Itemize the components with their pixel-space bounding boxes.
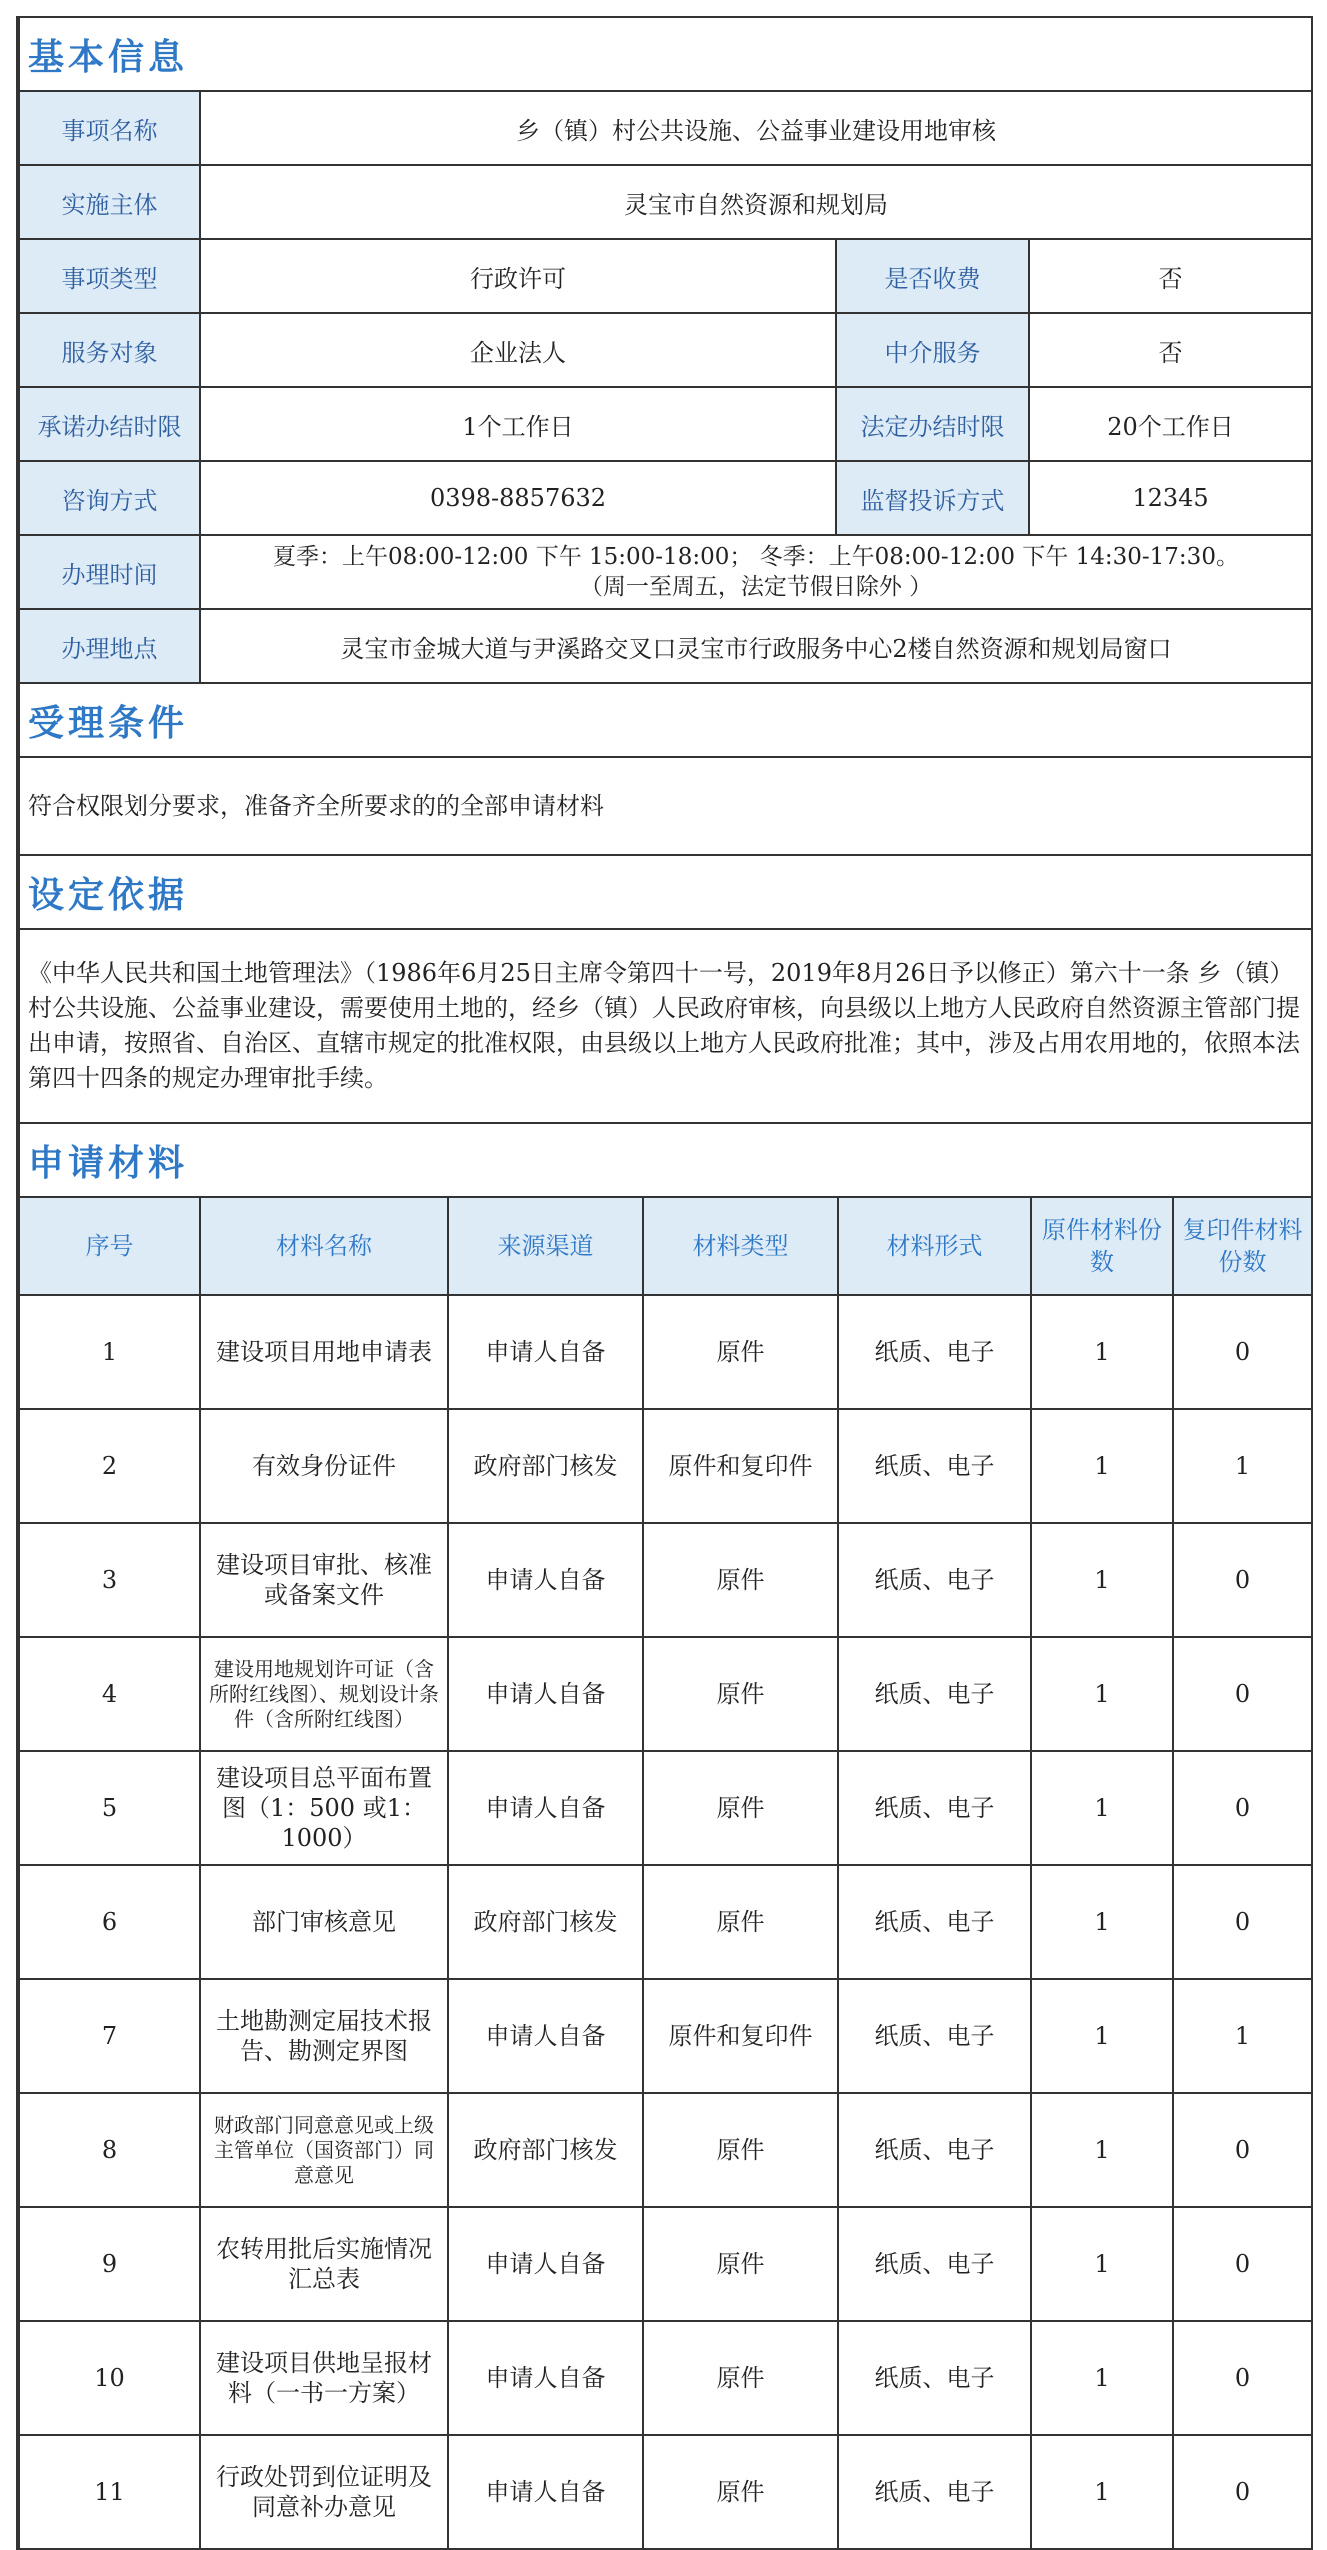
row-type: 原件和复印件 xyxy=(643,1409,838,1523)
header-name: 材料名称 xyxy=(200,1197,448,1295)
row-no: 3 xyxy=(19,1523,200,1637)
place-label: 办理地点 xyxy=(19,609,200,683)
row-form: 纸质、电子 xyxy=(838,1751,1031,1865)
section-title-materials: 申请材料 xyxy=(19,1123,1312,1197)
row-original-count: 1 xyxy=(1031,2321,1173,2435)
row-copy-count: 0 xyxy=(1173,2093,1312,2207)
row-no: 8 xyxy=(19,2093,200,2207)
row-source: 申请人自备 xyxy=(448,2321,643,2435)
row-source: 申请人自备 xyxy=(448,2207,643,2321)
row-no: 5 xyxy=(19,1751,200,1865)
row-no: 4 xyxy=(19,1637,200,1751)
legal-limit-label: 法定办结时限 xyxy=(836,387,1029,461)
row-name: 农转用批后实施情况汇总表 xyxy=(200,2207,448,2321)
conditions-text: 符合权限划分要求，准备齐全所要求的的全部申请材料 xyxy=(19,757,1312,855)
materials-table xyxy=(18,1196,1313,2550)
row-source: 申请人自备 xyxy=(448,1751,643,1865)
row-form: 纸质、电子 xyxy=(838,2093,1031,2207)
table-row xyxy=(19,1979,1312,2093)
row-copy-count: 0 xyxy=(1173,1751,1312,1865)
agency-value: 否 xyxy=(1029,313,1312,387)
target-value: 企业法人 xyxy=(200,313,836,387)
row-copy-count: 0 xyxy=(1173,2321,1312,2435)
row-name: 有效身份证件 xyxy=(200,1409,448,1523)
subject-value: 灵宝市自然资源和规划局 xyxy=(200,165,1312,239)
target-label: 服务对象 xyxy=(19,313,200,387)
row-name: 建设项目总平面布置图（1：500 或1：1000） xyxy=(200,1751,448,1865)
row-type: 原件 xyxy=(643,1751,838,1865)
item-name-label: 事项名称 xyxy=(19,91,200,165)
row-original-count: 1 xyxy=(1031,2093,1173,2207)
row-original-count: 1 xyxy=(1031,1637,1173,1751)
consult-value: 0398-8857632 xyxy=(200,461,836,535)
row-original-count: 1 xyxy=(1031,2435,1173,2549)
row-original-count: 1 xyxy=(1031,2207,1173,2321)
service-guide-sheet xyxy=(16,16,1313,2550)
row-type: 原件 xyxy=(643,2321,838,2435)
section-title-basic: 基本信息 xyxy=(19,17,1312,91)
table-row xyxy=(19,1295,1312,1409)
basic-info-table xyxy=(18,16,1313,1198)
row-copy-count: 0 xyxy=(1173,1523,1312,1637)
row-original-count: 1 xyxy=(1031,1409,1173,1523)
row-name: 建设项目审批、核准或备案文件 xyxy=(200,1523,448,1637)
row-original-count: 1 xyxy=(1031,1523,1173,1637)
row-copy-count: 0 xyxy=(1173,1637,1312,1751)
row-form: 纸质、电子 xyxy=(838,2321,1031,2435)
row-no: 7 xyxy=(19,1979,200,2093)
row-source: 申请人自备 xyxy=(448,1523,643,1637)
row-name: 部门审核意见 xyxy=(200,1865,448,1979)
table-row xyxy=(19,1865,1312,1979)
section-title-conditions: 受理条件 xyxy=(19,683,1312,757)
row-name: 财政部门同意意见或上级主管单位（国资部门）同意意见 xyxy=(200,2093,448,2207)
row-source: 申请人自备 xyxy=(448,1295,643,1409)
row-source: 政府部门核发 xyxy=(448,1409,643,1523)
row-type: 原件 xyxy=(643,1523,838,1637)
row-no: 9 xyxy=(19,2207,200,2321)
table-row xyxy=(19,2321,1312,2435)
row-name: 建设项目供地呈报材料（一书一方案） xyxy=(200,2321,448,2435)
row-type: 原件 xyxy=(643,1295,838,1409)
table-row xyxy=(19,2093,1312,2207)
complaint-value: 12345 xyxy=(1029,461,1312,535)
row-source: 申请人自备 xyxy=(448,1637,643,1751)
place-value: 灵宝市金城大道与尹溪路交叉口灵宝市行政服务中心2楼自然资源和规划局窗口 xyxy=(200,609,1312,683)
row-type: 原件 xyxy=(643,1637,838,1751)
row-no: 6 xyxy=(19,1865,200,1979)
row-form: 纸质、电子 xyxy=(838,1865,1031,1979)
legal-limit-value: 20个工作日 xyxy=(1029,387,1312,461)
hours-line-2: （周一至周五，法定节假日除外 ） xyxy=(579,574,933,600)
row-copy-count: 0 xyxy=(1173,2207,1312,2321)
row-no: 10 xyxy=(19,2321,200,2435)
header-copy-count: 复印件材料份数 xyxy=(1173,1197,1312,1295)
section-title-basis: 设定依据 xyxy=(19,855,1312,929)
row-no: 2 xyxy=(19,1409,200,1523)
row-type: 原件 xyxy=(643,1865,838,1979)
row-copy-count: 0 xyxy=(1173,1865,1312,1979)
row-source: 政府部门核发 xyxy=(448,1865,643,1979)
header-original-count: 原件材料份数 xyxy=(1031,1197,1173,1295)
row-copy-count: 1 xyxy=(1173,1409,1312,1523)
row-original-count: 1 xyxy=(1031,1295,1173,1409)
row-name: 土地勘测定届技术报告、勘测定界图 xyxy=(200,1979,448,2093)
header-type: 材料类型 xyxy=(643,1197,838,1295)
header-no: 序号 xyxy=(19,1197,200,1295)
basis-text: 《中华人民共和国土地管理法》（1986年6月25日主席令第四十一号，2019年8月26日予以修正）第六十一条 乡（镇）村公共设施、公益事业建设，需要使用土地的，经乡（镇）人民政府审核，向县级以上地方人民政府自然资源主管部门提出申请，按照省、自治区、直辖市规定的批准权限，由县级以上地方人民政府批准；其中，涉及占用农用地的，依照本法第四十四条的规定办理审批手续。 xyxy=(19,929,1312,1123)
row-name: 建设用地规划许可证（含所附红线图）、规划设计条件（含所附红线图） xyxy=(200,1637,448,1751)
row-form: 纸质、电子 xyxy=(838,1979,1031,2093)
row-copy-count: 0 xyxy=(1173,2435,1312,2549)
row-no: 1 xyxy=(19,1295,200,1409)
row-type: 原件 xyxy=(643,2435,838,2549)
row-no: 11 xyxy=(19,2435,200,2549)
type-value: 行政许可 xyxy=(200,239,836,313)
row-form: 纸质、电子 xyxy=(838,1295,1031,1409)
header-source: 来源渠道 xyxy=(448,1197,643,1295)
row-copy-count: 0 xyxy=(1173,1295,1312,1409)
promise-limit-label: 承诺办结时限 xyxy=(19,387,200,461)
fee-value: 否 xyxy=(1029,239,1312,313)
row-form: 纸质、电子 xyxy=(838,1637,1031,1751)
table-row xyxy=(19,1637,1312,1751)
complaint-label: 监督投诉方式 xyxy=(836,461,1029,535)
subject-label: 实施主体 xyxy=(19,165,200,239)
table-row xyxy=(19,1409,1312,1523)
type-label: 事项类型 xyxy=(19,239,200,313)
table-row xyxy=(19,1523,1312,1637)
row-source: 申请人自备 xyxy=(448,1979,643,2093)
hours-value xyxy=(200,535,1312,609)
row-original-count: 1 xyxy=(1031,1979,1173,2093)
row-form: 纸质、电子 xyxy=(838,2207,1031,2321)
agency-label: 中介服务 xyxy=(836,313,1029,387)
hours-line-1: 夏季：上午08:00-12:00 下午 15:00-18:00； 冬季：上午08:00-12:00 下午 14:30-17:30。 xyxy=(273,544,1239,570)
row-copy-count: 1 xyxy=(1173,1979,1312,2093)
row-source: 申请人自备 xyxy=(448,2435,643,2549)
row-original-count: 1 xyxy=(1031,1751,1173,1865)
row-original-count: 1 xyxy=(1031,1865,1173,1979)
header-form: 材料形式 xyxy=(838,1197,1031,1295)
table-row xyxy=(19,1751,1312,1865)
row-form: 纸质、电子 xyxy=(838,1523,1031,1637)
consult-label: 咨询方式 xyxy=(19,461,200,535)
row-form: 纸质、电子 xyxy=(838,2435,1031,2549)
table-row xyxy=(19,2207,1312,2321)
row-name: 建设项目用地申请表 xyxy=(200,1295,448,1409)
fee-label: 是否收费 xyxy=(836,239,1029,313)
row-name: 行政处罚到位证明及同意补办意见 xyxy=(200,2435,448,2549)
item-name-value: 乡（镇）村公共设施、公益事业建设用地审核 xyxy=(200,91,1312,165)
row-type: 原件和复印件 xyxy=(643,1979,838,2093)
row-source: 政府部门核发 xyxy=(448,2093,643,2207)
row-type: 原件 xyxy=(643,2207,838,2321)
row-form: 纸质、电子 xyxy=(838,1409,1031,1523)
table-row xyxy=(19,2435,1312,2549)
row-type: 原件 xyxy=(643,2093,838,2207)
promise-limit-value: 1个工作日 xyxy=(200,387,836,461)
hours-label: 办理时间 xyxy=(19,535,200,609)
